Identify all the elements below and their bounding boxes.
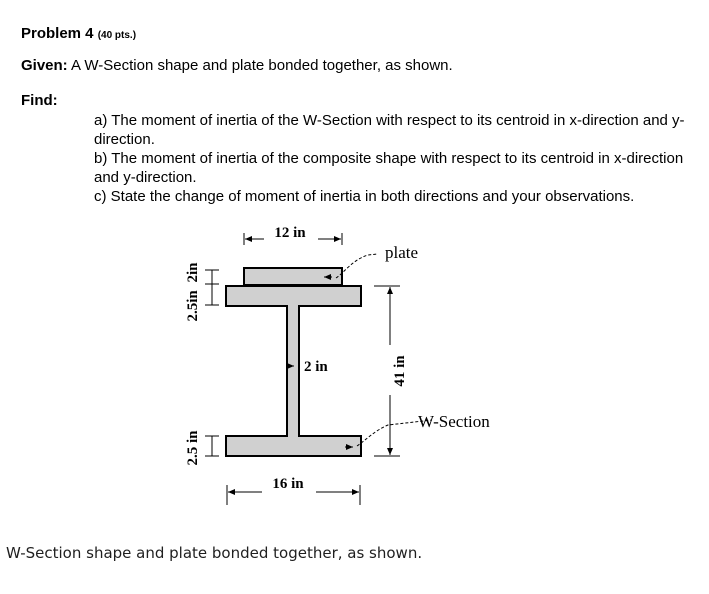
web-thickness-label: 2 in xyxy=(304,359,328,375)
figure-caption: W-Section shape and plate bonded together, as shown. xyxy=(6,544,423,562)
problem-points: (40 pts.) xyxy=(97,30,137,41)
section-label: W-Section xyxy=(418,412,490,431)
bottom-thickness-ticks xyxy=(205,436,219,456)
top-thickness-ticks xyxy=(205,270,219,305)
find-item-c: c) State the change of moment of inertia in both directions and your observations. xyxy=(94,188,635,205)
find-item-a: a) The moment of inertia of the W-Section with respect to its centroid in x-direction and y-direction. xyxy=(94,112,685,148)
plate-thickness: 2in xyxy=(185,262,201,283)
height-label: 41 in xyxy=(392,355,408,387)
find-item-b: b) The moment of inertia of the composite shape with respect to its centroid in x-direction and y-direction. xyxy=(94,150,684,186)
w-section-shape xyxy=(226,286,361,456)
top-flange-thickness: 2.5in xyxy=(185,290,201,322)
given-label: Given: xyxy=(21,57,68,74)
problem-number: Problem 4 xyxy=(21,25,94,42)
given-text: A W-Section shape and plate bonded together, as shown. xyxy=(71,57,453,74)
plate-width-label: 12 in xyxy=(274,225,306,241)
flange-width-label: 16 in xyxy=(272,476,304,492)
bottom-thickness-label: 2.5 in xyxy=(185,430,201,466)
find-label: Find: xyxy=(21,92,58,109)
plate-label: plate xyxy=(385,243,419,262)
top-thickness-label xyxy=(185,262,201,322)
